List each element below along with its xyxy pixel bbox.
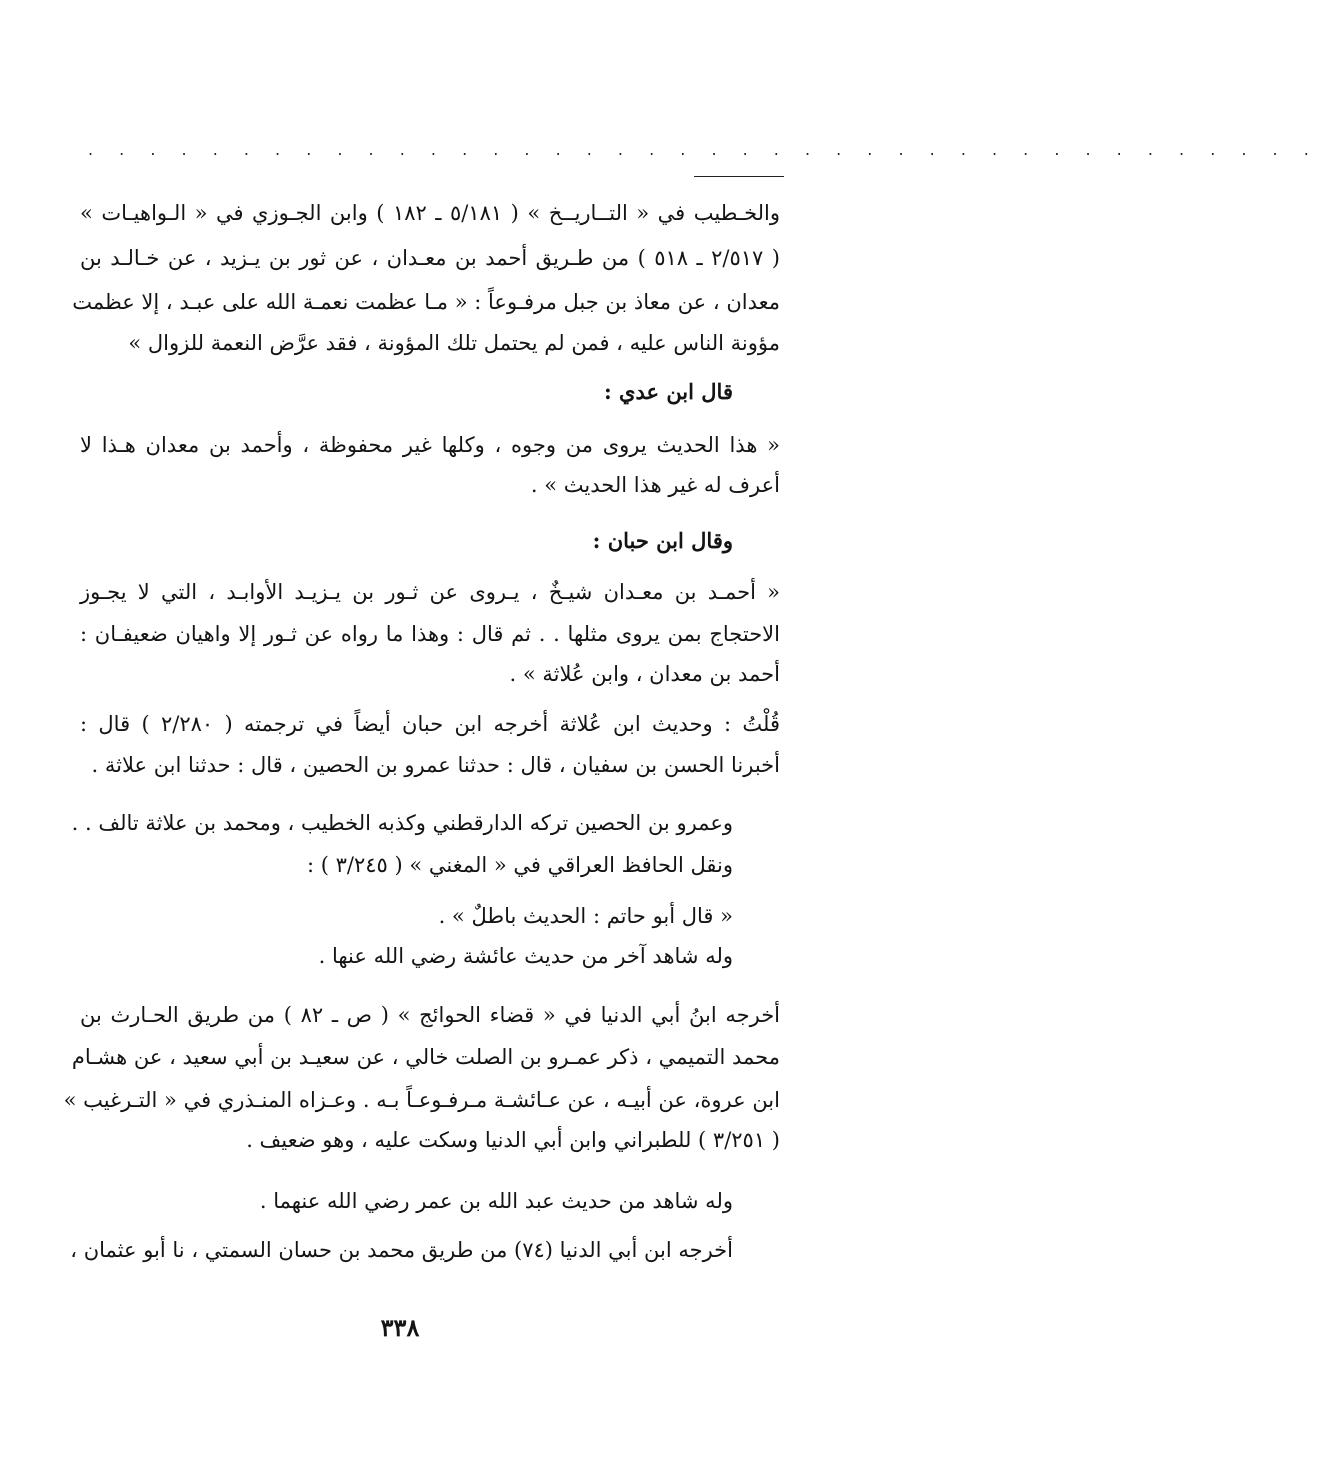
quote-line: « هذا الحديث يروى من وجوه ، وكلها غير محفوظة ، وأحمد بن معدان هـذا لا bbox=[80, 433, 780, 457]
section-heading: قال ابن عدي : bbox=[603, 379, 733, 404]
footnote-separator-dots: . . . . . . . . . . . . . . . . . . . . . . . . . . . . . . . . . . . . . . . . bbox=[88, 140, 1319, 159]
text-line: وعمرو بن الحصين تركه الدارقطني وكذبه الخطيب ، ومحمد بن علاثة تالف . . bbox=[71, 811, 733, 835]
text-line: ونقل الحافظ العراقي في « المغني » ( ٣/٢٤٥ ) : bbox=[306, 853, 733, 877]
text-line: ابن عروة، عن أبيـه ، عن عـائشـة مـرفـوعـاً بـه . وعـزاه المنـذري في « التـرغيب » bbox=[63, 1088, 780, 1112]
quote-line: « أحمـد بن معـدان شيـخٌ ، يـروى عن ثـور بن يـزيـد الأوابـد ، التي لا يجـوز bbox=[80, 580, 780, 604]
section-heading: وقال ابن حبان : bbox=[592, 528, 733, 553]
quote-line: الاحتجاج بمن يروى مثلها . . ثم قال : وهذا ما رواه عن ثـور إلا واهيان ضعيفـان : bbox=[80, 622, 780, 646]
text-line: أخرجه ابن أبي الدنيا (٧٤) من طريق محمد بن حسان السمتي ، نا أبو عثمان ، bbox=[70, 1238, 733, 1262]
text-line: أخرجه ابنُ أبي الدنيا في « قضاء الحوائج » ( ص ـ ٨٢ ) من طريق الحـارث بن bbox=[80, 1003, 781, 1027]
text-line: أخبرنا الحسن بن سفيان ، قال : حدثنا عمرو بن الحصين ، قال : حدثنا ابن علاثة . bbox=[91, 753, 780, 777]
text-line: وله شاهد آخر من حديث عائشة رضي الله عنها . bbox=[318, 944, 733, 968]
text-line: قُلْتُ : وحديث ابن عُلاثة أخرجه ابن حبان أيضاً في ترجمته ( ٢/٢٨٠ ) قال : bbox=[80, 712, 780, 736]
text-line: ( ٢/٥١٧ ـ ٥١٨ ) من طـريق أحمد بن معـدان ، عن ثور بن يـزيد ، عن خـالـد بن bbox=[80, 246, 780, 270]
page-number: ٣٣٨ bbox=[380, 1313, 420, 1342]
text-line: معدان ، عن معاذ بن جبل مرفـوعاً : « مـا عظمت نعمـة الله على عبـد ، إلا عظمت bbox=[72, 290, 780, 314]
text-line: محمد التميمي ، ذكر عمـرو بن الصلت خالي ، عن سعيـد بن أبي سعيد ، عن هشـام bbox=[71, 1045, 780, 1069]
quote-line: أحمد بن معدان ، وابن عُلاثة » . bbox=[509, 662, 780, 686]
text-line: ( ٣/٢٥١ ) للطبراني وابن أبي الدنيا وسكت عليه ، وهو ضعيف . bbox=[246, 1128, 780, 1152]
quote-line: « قال أبو حاتم : الحديث باطلٌ » . bbox=[438, 904, 733, 928]
footnote-rule bbox=[694, 176, 784, 177]
text-line: وله شاهد من حديث عبد الله بن عمر رضي الله عنهما . bbox=[259, 1189, 733, 1213]
text-line: والخـطيب في « التــاريــخ » ( ٥/١٨١ ـ ١٨٢ ) وابن الجـوزي في « الـواهيـات » bbox=[80, 201, 780, 225]
quote-line: أعرف له غير هذا الحديث » . bbox=[530, 473, 780, 497]
text-line: مؤونة الناس عليه ، فمن لم يحتمل تلك المؤونة ، فقد عرَّض النعمة للزوال » bbox=[128, 331, 780, 355]
